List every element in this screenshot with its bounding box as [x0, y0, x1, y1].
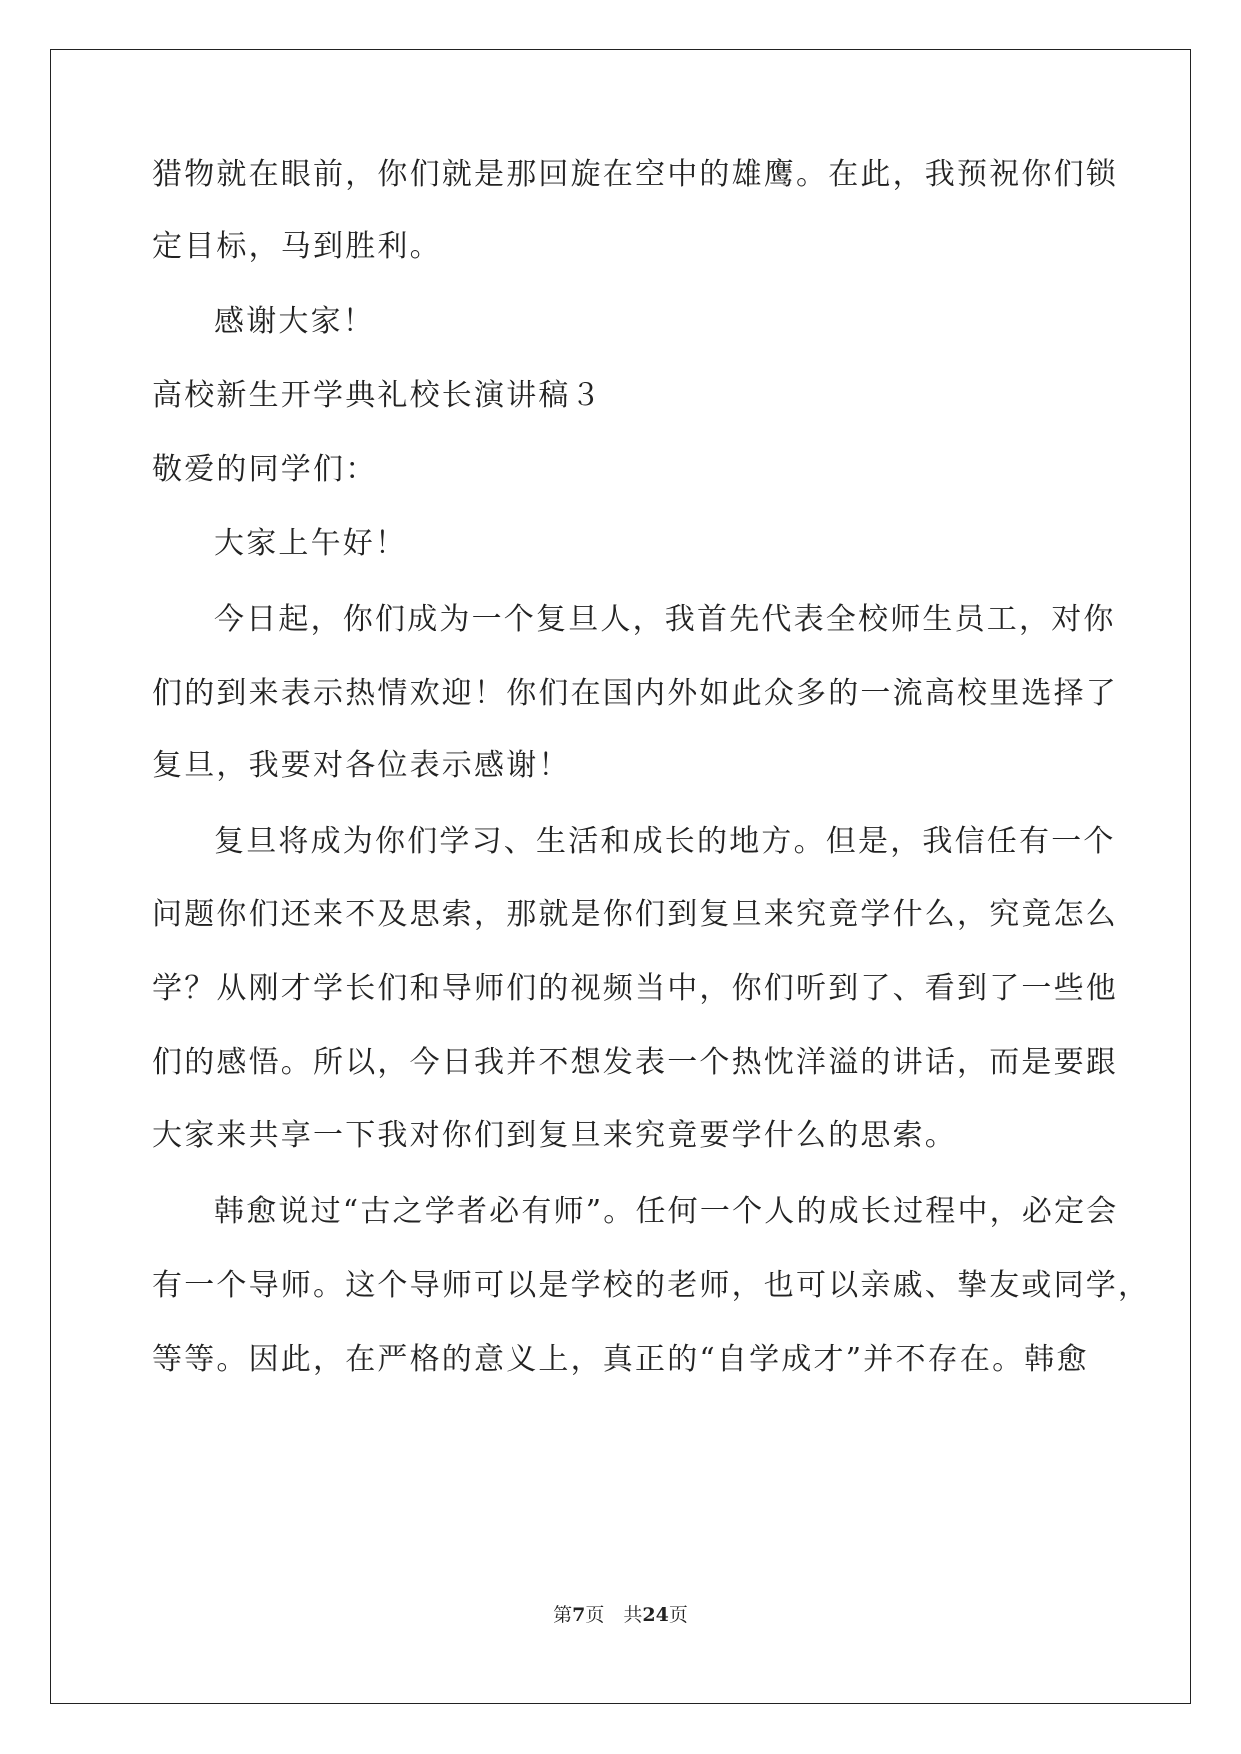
- text-line: 等等。因此，在严格的意义上，真正的“自学成才”并不存在。韩愈: [152, 1342, 1089, 1377]
- page-border: [50, 49, 1191, 1704]
- text-line: 猎物就在眼前，你们就是那回旋在空中的雄鹰。在此，我预祝你们锁: [152, 157, 1118, 192]
- footer-mid: 页 共: [585, 1604, 643, 1626]
- salutation: 敬爱的同学们：: [152, 452, 378, 487]
- text-line: 问题你们还来不及思索，那就是你们到复旦来究竟学什么，究竟怎么: [152, 897, 1118, 932]
- text-line: 今日起，你们成为一个复旦人，我首先代表全校师生员工，对你: [214, 602, 1116, 637]
- text-line: 感谢大家！: [214, 304, 375, 339]
- page-total: 24: [642, 1604, 669, 1626]
- footer-prefix: 第: [553, 1604, 573, 1626]
- text-line: 大家来共享一下我对你们到复旦来究竟要学什么的思索。: [152, 1118, 957, 1153]
- text-line: 韩愈说过“古之学者必有师”。任何一个人的成长过程中，必定会: [214, 1194, 1119, 1229]
- text-line: 大家上午好！: [214, 526, 408, 561]
- text-line: 有一个导师。这个导师可以是学校的老师，也可以亲戚、挚友或同学，: [152, 1268, 1151, 1303]
- page-footer: [0, 1603, 1241, 1627]
- text-line: 们的感悟。所以，今日我并不想发表一个热忱洋溢的讲话，而是要跟: [152, 1045, 1118, 1080]
- footer-suffix: 页: [668, 1604, 688, 1626]
- text-line: 们的到来表示热情欢迎！你们在国内外如此众多的一流高校里选择了: [152, 676, 1118, 711]
- text-line: 复旦将成为你们学习、生活和成长的地方。但是，我信任有一个: [214, 824, 1116, 859]
- text-line: 学？从刚才学长们和导师们的视频当中，你们听到了、看到了一些他: [152, 971, 1118, 1006]
- text-line: 定目标，马到胜利。: [152, 229, 442, 264]
- section-heading: 高校新生开学典礼校长演讲稿３: [152, 378, 603, 413]
- text-line: 复旦，我要对各位表示感谢！: [152, 748, 571, 783]
- page-number: 7: [572, 1604, 586, 1626]
